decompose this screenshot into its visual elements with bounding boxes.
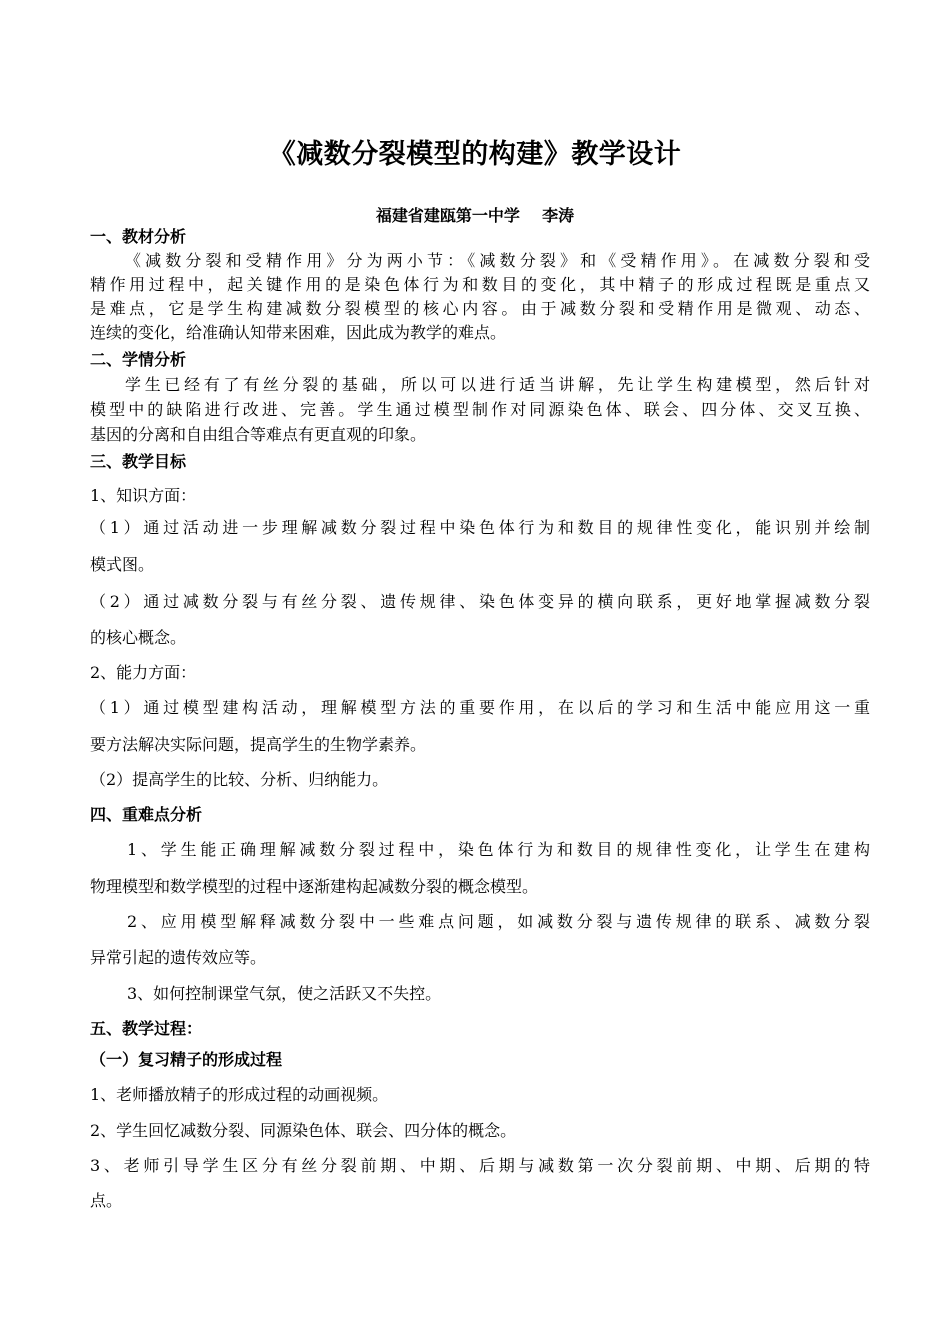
section-heading-textbook-analysis: 一、教材分析 bbox=[90, 227, 187, 246]
subsection-heading-review: （一）复习精子的形成过程 bbox=[90, 1050, 283, 1069]
paragraph-line: 2、能力方面： bbox=[90, 663, 197, 682]
document-title: 《减数分裂模型的构建》教学设计 bbox=[268, 139, 682, 170]
section-heading-key-points: 四、重难点分析 bbox=[90, 805, 203, 824]
paragraph-line: 学生已经有了有丝分裂的基础，所以可以进行适当讲解，先让学生构建模型，然后针对 bbox=[125, 375, 870, 394]
section-heading-teaching-process: 五、教学过程： bbox=[90, 1019, 203, 1038]
paragraph-line: 基因的分离和自由组合等难点有更直观的印象。 bbox=[90, 425, 427, 444]
paragraph-line: 1、知识方面： bbox=[90, 486, 197, 505]
paragraph-line: 2、学生回忆减数分裂、同源染色体、联会、四分体的概念。 bbox=[90, 1121, 517, 1140]
paragraph-line: 模型中的缺陷进行改进、完善。学生通过模型制作对同源染色体、联会、四分体、交叉互换、 bbox=[90, 400, 870, 419]
paragraph-line: 是难点，它是学生构建减数分裂模型的核心内容。由于减数分裂和受精作用是微观、动态、 bbox=[90, 299, 870, 318]
paragraph-line: 要方法解决实际问题，提高学生的生物学素养。 bbox=[90, 735, 427, 754]
paragraph-line: 1、学生能正确理解减数分裂过程中，染色体行为和数目的规律性变化，让学生在建构 bbox=[127, 840, 870, 859]
paragraph-line: （2）提高学生的比较、分析、归纳能力。 bbox=[90, 770, 389, 789]
paragraph-line: 3、老师引导学生区分有丝分裂前期、中期、后期与减数第一次分裂前期、中期、后期的特 bbox=[90, 1156, 870, 1175]
paragraph-line: （2）通过减数分裂与有丝分裂、遗传规律、染色体变异的横向联系，更好地掌握减数分裂 bbox=[90, 592, 870, 611]
paragraph-line: 的核心概念。 bbox=[90, 628, 187, 647]
paragraph-line: 精作用过程中，起关键作用的是染色体行为和数目的变化，其中精子的形成过程既是重点又 bbox=[90, 275, 870, 294]
paragraph-line: 连续的变化，给准确认知带来困难，因此成为教学的难点。 bbox=[90, 323, 507, 342]
paragraph-line: （1）通过活动进一步理解减数分裂过程中染色体行为和数目的规律性变化，能识别并绘制 bbox=[90, 518, 870, 537]
paragraph-line: 2、应用模型解释减数分裂中一些难点问题，如减数分裂与遗传规律的联系、减数分裂 bbox=[127, 912, 870, 931]
paragraph-line: 异常引起的遗传效应等。 bbox=[90, 948, 267, 967]
document-byline: 福建省建瓯第一中学 李涛 bbox=[375, 206, 575, 225]
paragraph-line: 1、老师播放精子的形成过程的动画视频。 bbox=[90, 1085, 389, 1104]
paragraph-line: （1）通过模型建构活动，理解模型方法的重要作用，在以后的学习和生活中能应用这一重 bbox=[90, 698, 870, 717]
paragraph-line: 3、如何控制课堂气氛，使之活跃又不失控。 bbox=[127, 984, 442, 1003]
paragraph-line: 《减数分裂和受精作用》分为两小节：《减数分裂》和《受精作用》。在减数分裂和受 bbox=[125, 251, 870, 270]
section-heading-learner-analysis: 二、学情分析 bbox=[90, 350, 187, 369]
paragraph-line: 模式图。 bbox=[90, 555, 155, 574]
section-heading-teaching-goals: 三、教学目标 bbox=[90, 452, 187, 471]
paragraph-line: 点。 bbox=[90, 1191, 123, 1210]
paragraph-line: 物理模型和数学模型的过程中逐渐建构起减数分裂的概念模型。 bbox=[90, 877, 539, 896]
